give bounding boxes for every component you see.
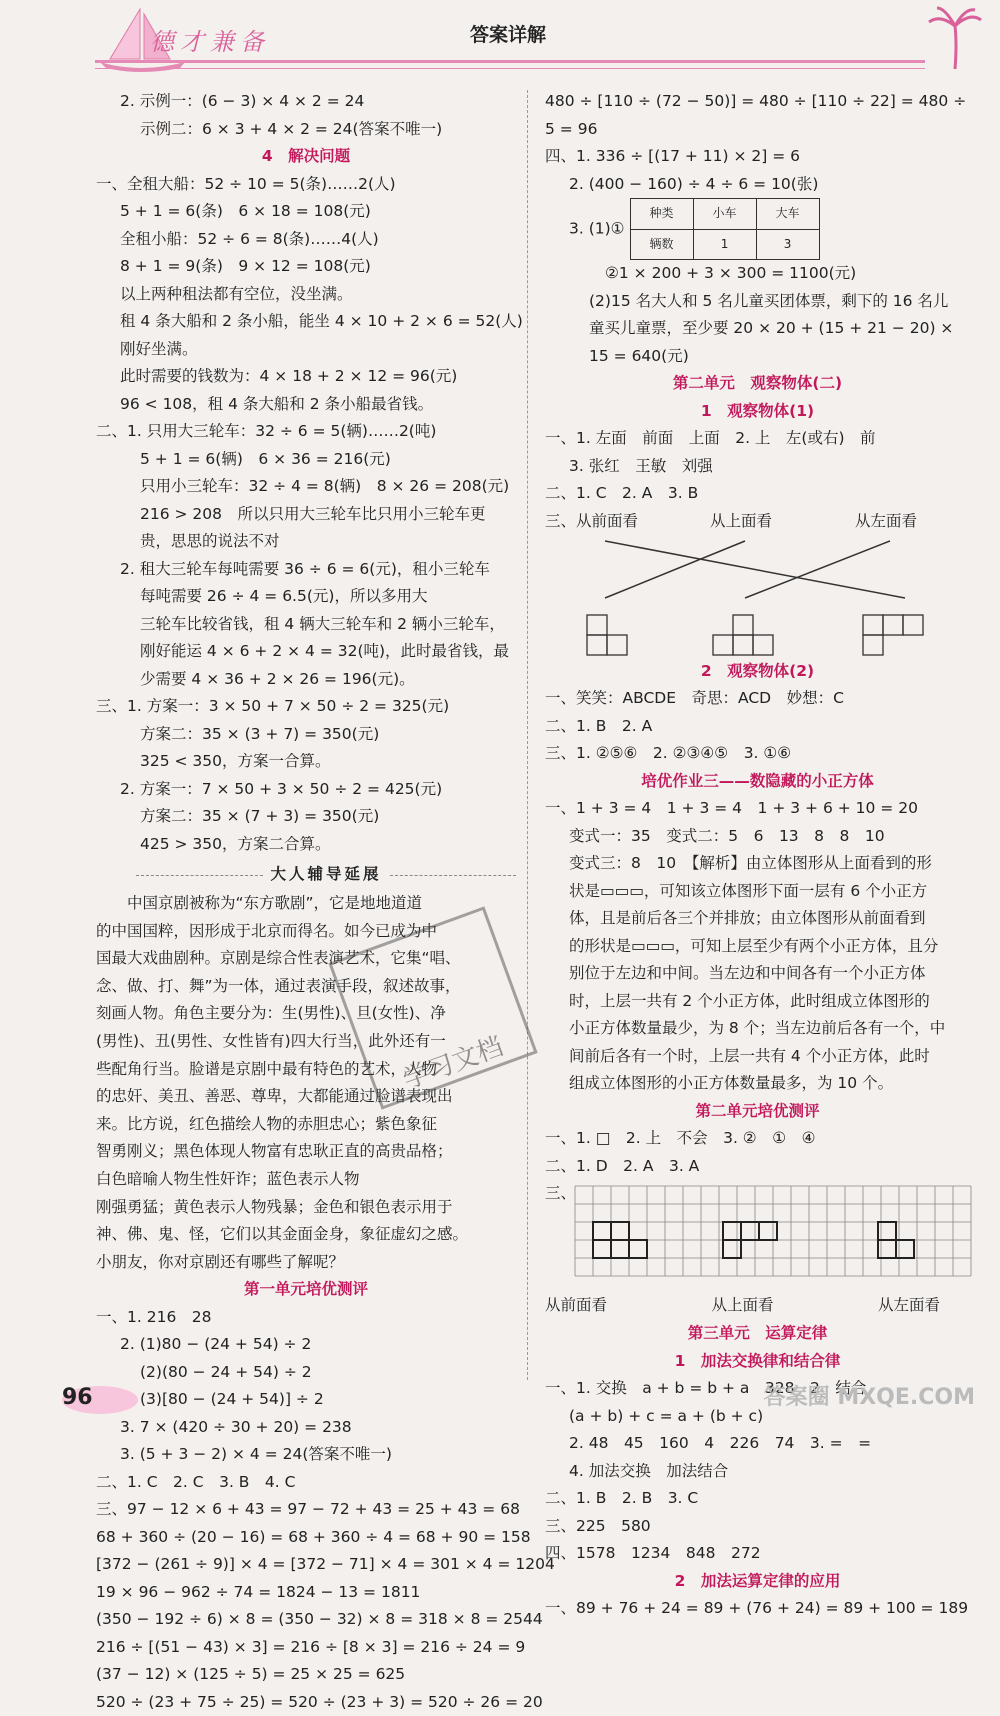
- answer-line: (37 − 12) × (125 ÷ 5) = 25 × 25 = 625: [96, 1665, 406, 1684]
- answer-line: 480 ÷ [110 ÷ (72 − 50)] = 480 ÷ [110 ÷ 22] = 480 ÷: [545, 92, 967, 110]
- essay-line: 的忠奸、美丑、善恶、尊卑，大都能通过脸谱表现出: [96, 1087, 453, 1106]
- answer-line: 少需要 4 × 36 + 2 × 26 = 196(元)。: [140, 669, 415, 688]
- answer-line: 325 < 350，方案一合算。: [140, 752, 331, 770]
- grid-labels: [545, 1292, 940, 1320]
- table-cell: 1: [693, 229, 756, 260]
- section-heading: 第二单元 观察物体(二): [672, 374, 843, 392]
- site-watermark: 答案圈 MXQE.COM: [763, 1385, 975, 1410]
- answer-line: 3. 7 × (420 ÷ 30 + 20) = 238: [120, 1417, 352, 1436]
- answer-line: 216 > 208 所以只用大三轮车比只用小三轮车更: [140, 504, 486, 523]
- answer-line: 15 = 640(元): [589, 346, 689, 365]
- section-heading: 1 加法交换律和结合律: [674, 1351, 841, 1370]
- answer-line: 只用小三轮车：32 ÷ 4 = 8(辆) 8 × 26 = 208(元): [140, 477, 510, 495]
- grid-label-front: 从前面看: [545, 1296, 608, 1314]
- answer-line: ②1 × 200 + 3 × 300 = 1100(元): [605, 264, 857, 282]
- answer-line: 一、1. □ 2. 上 不会 3. ② ① ④: [545, 1129, 816, 1147]
- answer-line: 5 = 96: [545, 119, 598, 138]
- table-header-cell: 小车: [693, 199, 756, 230]
- answer-line: 3. (5 + 3 − 2) × 4 = 24(答案不唯一): [120, 1445, 392, 1464]
- view-matching-diagram: [545, 508, 970, 658]
- left-column: [96, 88, 555, 1716]
- answer-line: 一、全租大船：52 ÷ 10 = 5(条)……2(人): [96, 174, 396, 193]
- column-divider: [527, 90, 528, 1380]
- answer-line: 一、1. 交换 a + b = b + a 328 2 结合: [545, 1379, 867, 1397]
- header-divider: [95, 60, 925, 63]
- essay-line: 小朋友，你对京剧还有哪些了解呢？: [96, 1252, 345, 1271]
- answer-line: 三、97 − 12 × 6 + 43 = 97 − 72 + 43 = 25 + 43 = 68: [96, 1500, 520, 1519]
- table-cell: 辆数: [630, 229, 693, 260]
- answer-line: 体，且是前后各三个并排放；由立体图形从前面看到: [569, 909, 926, 927]
- answer-line: 二、1. C 2. C 3. B 4. C: [96, 1472, 296, 1491]
- answer-line: 二、1. C 2. A 3. B: [545, 484, 699, 502]
- answer-line: (3)[80 − (24 + 54)] ÷ 2: [140, 1390, 324, 1409]
- view-label-front: 三、从前面看: [545, 511, 639, 530]
- essay-line: 神、佛、鬼、怪，它们以其金面金身，象征虚幻之感。: [96, 1225, 469, 1244]
- page-title: 答案详解: [470, 24, 547, 46]
- answer-line: 一、1 + 3 = 4 1 + 3 = 4 1 + 3 + 6 + 10 = 20: [545, 799, 918, 817]
- table-header-cell: 大车: [756, 199, 819, 230]
- answer-line: 小正方体数量最少，为 8 个；当左边前后各有一个，中: [569, 1019, 946, 1037]
- extend-section-title: 大人辅导延展: [136, 862, 516, 888]
- grid-diagram: 三、 从前面看 从上面看 从左面看: [545, 1180, 970, 1320]
- answer-line: 组成立体图形的小正方体数量最多，为 10 个。: [569, 1074, 894, 1092]
- section-heading: 2 观察物体(2): [700, 661, 815, 680]
- answer-line: 示例二：6 × 3 + 4 × 2 = 24(答案不唯一): [140, 119, 443, 138]
- answer-line: 每吨需要 26 ÷ 4 = 6.5(元)，所以多用大: [140, 587, 428, 605]
- answer-line: 变式一：35 变式二：5 6 13 8 8 10: [569, 826, 885, 845]
- essay-line: 来。比方说，红色描绘人物的赤胆忠心；紫色象征: [96, 1114, 438, 1133]
- answer-line: 5 + 1 = 6(条) 6 × 18 = 108(元): [120, 202, 371, 220]
- answer-line: 状是▭▭▭，可知该立体图形下面一层有 6 个小正方: [569, 881, 928, 900]
- answer-line: 童买儿童票，至少要 20 × 20 + (15 + 21 − 20) ×: [589, 319, 954, 337]
- essay-line: 的中国国粹，因形成于北京而得名。如今已成为中: [96, 921, 438, 940]
- answer-line: 二、1. B 2. B 3. C: [545, 1489, 699, 1507]
- answer-line: 二、1. D 2. A 3. A: [545, 1156, 700, 1175]
- answer-line: 方案二：35 × (3 + 7) = 350(元): [140, 724, 380, 743]
- answer-line: 别位于左边和中间。当左边和中间各有一个小正方体: [569, 964, 926, 982]
- answer-line: 二、1. B 2. A: [545, 716, 653, 735]
- answer-line: 96 < 108，租 4 条大船和 2 条小船最省钱。: [120, 394, 434, 413]
- header-divider-thin: [95, 68, 925, 69]
- answer-line: 三轮车比较省钱，租 4 辆大三轮车和 2 辆小三轮车，: [140, 614, 505, 633]
- answer-line: 68 + 360 ÷ (20 − 16) = 68 + 360 ÷ 4 = 68 + 90 = 158: [96, 1527, 531, 1546]
- essay-line: 中国京剧被称为“东方歌剧”，它是地地道道: [96, 894, 423, 912]
- section-heading: 4 解决问题: [261, 147, 351, 165]
- table-cell: 3: [756, 229, 819, 260]
- answer-line: [372 − (261 ÷ 9)] × 4 = [372 − 71] × 4 = 301 × 4 = 1204: [96, 1555, 555, 1574]
- answer-line: 一、笑笑：ABCDE 奇思：ACD 妙想：C: [545, 689, 844, 707]
- view-label-top: 从上面看: [710, 511, 773, 530]
- answer-line: 刚好能运 4 × 6 + 2 × 4 = 32(吨)，此时最省钱，最: [140, 642, 510, 660]
- answer-line: 四、1. 336 ÷ [(17 + 11) × 2] = 6: [545, 147, 801, 165]
- vehicle-table: [630, 198, 820, 260]
- section-heading: 2 加法运算定律的应用: [674, 1571, 841, 1590]
- essay-line: 白色暗喻人物生性奸诈；蓝色表示人物: [96, 1169, 360, 1188]
- answer-line: 425 > 350，方案二合算。: [140, 834, 331, 853]
- answer-line: 时，上层一共有 2 个小正方体，此时组成立体图形的: [569, 991, 930, 1010]
- answer-line: 一、1. 216 28: [96, 1307, 212, 1326]
- view-label-left: 从左面看: [855, 511, 918, 530]
- answer-line: 此时需要的钱数为：4 × 18 + 2 × 12 = 96(元): [120, 367, 458, 385]
- answer-line: 2. (400 − 160) ÷ 4 ÷ 6 = 10(张): [569, 174, 819, 193]
- brand-logo: 德才兼备: [150, 28, 270, 56]
- answer-line: 四、1578 1234 848 272: [545, 1544, 761, 1562]
- answer-line: 2. (1)80 − (24 + 54) ÷ 2: [120, 1335, 312, 1354]
- answer-line: 的形状是▭▭▭，可知上层至少有两个小正方体，且分: [569, 936, 939, 955]
- answer-line: 19 × 96 − 962 ÷ 74 = 1824 − 13 = 1811: [96, 1582, 421, 1601]
- answer-line: 4. 加法交换 加法结合: [569, 1461, 729, 1480]
- essay-line: 智勇刚义；黑色体现人物富有忠耿正直的高贵品格；: [96, 1142, 453, 1161]
- answer-line: (2)(80 − 24 + 54) ÷ 2: [140, 1362, 312, 1381]
- section-heading: 培优作业三——数隐藏的小正方体: [641, 771, 874, 790]
- answer-line: 方案二：35 × (7 + 3) = 350(元): [140, 807, 380, 825]
- left-answers-part2: [96, 1276, 555, 1716]
- right-answers-part2: [545, 260, 970, 508]
- answer-line: 2. 示例一：(6 − 3) × 4 × 2 = 24: [120, 92, 365, 110]
- answer-line: 租 4 条大船和 2 条小船，能坐 4 × 10 + 2 × 6 = 52(人): [120, 312, 523, 330]
- right-answers-part4: [545, 1320, 970, 1623]
- answer-line: 一、89 + 76 + 24 = 89 + (76 + 24) = 89 + 100 = 189: [545, 1599, 969, 1617]
- essay-line: 些配角行当。脸谱是京剧中最有特色的艺术，人物: [96, 1059, 438, 1078]
- answer-line: 刚好坐满。: [120, 339, 198, 358]
- answer-line: 5 + 1 = 6(辆) 6 × 36 = 216(元): [140, 449, 391, 468]
- answer-line: 216 ÷ [(51 − 43) × 3] = 216 ÷ [8 × 3] = 216 ÷ 24 = 9: [96, 1637, 526, 1656]
- palm-tree-icon: [925, 4, 985, 74]
- answer-line: (350 − 192 ÷ 6) × 8 = (350 − 32) × 8 = 318 × 8 = 2544: [96, 1610, 543, 1629]
- right-answers-part1: [545, 88, 970, 198]
- grid-label-top: 从上面看: [711, 1296, 774, 1314]
- vehicle-table-line: 3. (1)① 种类 小车 大车 辆数 1 3: [545, 198, 970, 260]
- answer-line: 2. 方案一：7 × 50 + 3 × 50 ÷ 2 = 425(元): [120, 779, 443, 798]
- answer-line: 一、1. 左面 前面 上面 2. 上 左(或右) 前: [545, 429, 876, 447]
- answer-line: 8 + 1 = 9(条) 9 × 12 = 108(元): [120, 257, 371, 275]
- answer-line: 2. 租大三轮车每吨需要 36 ÷ 6 = 6(元)，租小三轮车: [120, 559, 490, 578]
- answer-line: 变式三：8 10 【解析】由立体图形从上面看到的形: [569, 854, 932, 872]
- answer-line: 3. 张红 王敏 刘强: [569, 456, 713, 475]
- section-heading: 1 观察物体(1): [700, 401, 815, 420]
- page-header: [0, 0, 1000, 80]
- essay-line: 国最大戏曲剧种。京剧是综合性表演艺术，它集“唱、: [96, 949, 461, 968]
- answer-line: 520 ÷ (23 + 75 ÷ 25) = 520 ÷ (23 + 3) = 520 ÷ 26 = 20: [96, 1692, 543, 1711]
- answer-line: 三、1. 方案一：3 × 50 + 7 × 50 ÷ 2 = 325(元): [96, 697, 450, 715]
- answer-line: 贵，思思的说法不对: [140, 532, 280, 550]
- page-number: 96: [62, 1385, 93, 1410]
- left-answers-part1: [96, 88, 523, 858]
- essay-line: (男性)、丑(男性、女性皆有)四大行当，此外还有一: [96, 1031, 446, 1050]
- answer-line: 二、1. 只用大三轮车：32 ÷ 6 = 5(辆)……2(吨): [96, 422, 437, 440]
- answer-line: 三、1. ②⑤⑥ 2. ②③④⑤ 3. ①⑥: [545, 744, 792, 762]
- section-heading: 第二单元培优测评: [695, 1101, 820, 1120]
- handwritten-stamp: 学习文档: [328, 906, 537, 1109]
- table-header-cell: 种类: [630, 199, 693, 230]
- section-heading: 第三单元 运算定律: [687, 1324, 828, 1342]
- answer-line: 2. 48 45 160 4 226 74 3. = =: [569, 1434, 872, 1452]
- essay-line: 刻画人物。角色主要分为：生(男性)、旦(女性)、净: [96, 1004, 446, 1023]
- grid-svg: [573, 1182, 973, 1292]
- right-answers-part3: [545, 658, 970, 1181]
- answer-line: (a + b) + c = a + (b + c): [569, 1406, 764, 1425]
- answer-line: 三、225 580: [545, 1516, 651, 1535]
- answer-line: 全租小船：52 ÷ 6 = 8(条)……4(人): [120, 229, 379, 248]
- matching-lines-svg: [545, 533, 965, 658]
- essay-line: 念、做、打、舞”为一体，通过表演手段，叙述故事，: [96, 976, 461, 995]
- grid-label-left: 从左面看: [877, 1296, 940, 1314]
- answer-line: 以上两种租法都有空位，没坐满。: [120, 284, 353, 303]
- answer-line: 间前后各有一个时，上层一共有 4 个小正方体，此时: [569, 1046, 930, 1065]
- essay-line: 刚强勇猛；黄色表示人物残暴；金色和银色表示用于: [96, 1197, 453, 1216]
- section-heading: 第一单元培优测评: [243, 1280, 368, 1299]
- answer-line: (2)15 名大人和 5 名儿童买团体票，剩下的 16 名儿: [589, 291, 949, 310]
